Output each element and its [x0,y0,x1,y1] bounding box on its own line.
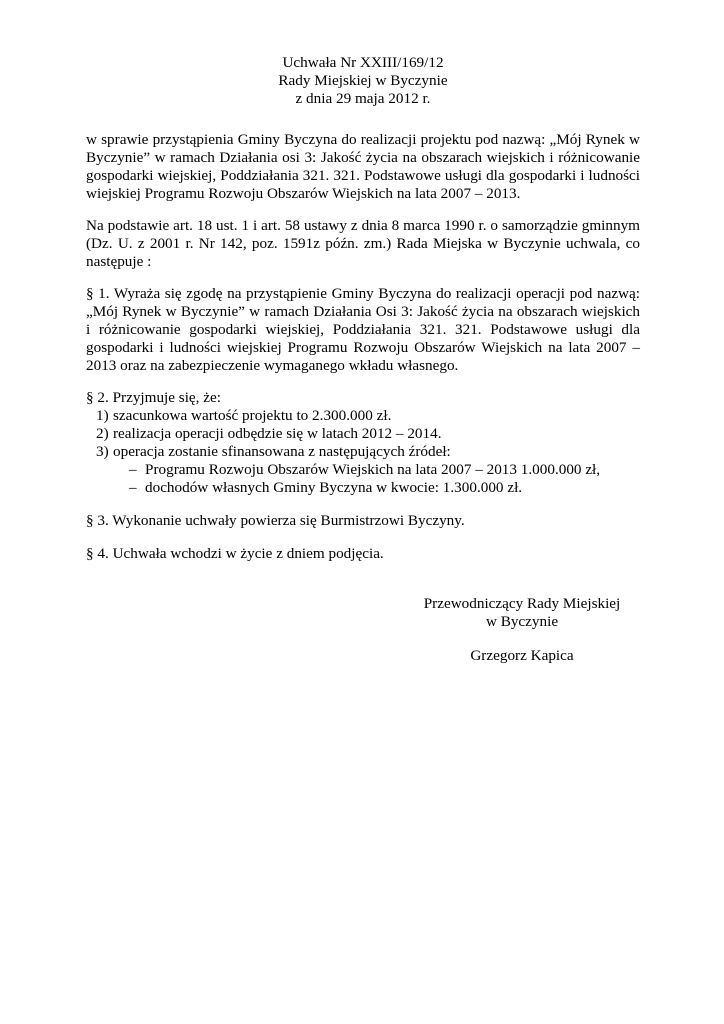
signature-block [418,595,626,665]
funding-source-text: Programu Rozwoju Obszarów Wiejskich na lata 2007 – 2013 1.000.000 zł, [145,461,601,478]
list-item-number: 2) [96,425,109,442]
legal-basis: Na podstawie art. 18 ust. 1 i art. 58 ustawy z dnia 8 marca 1990 r. o samorządzie gminnym (Dz. U. z 2001 r. Nr 142, poz. 1591z późn. zm.) Rada Miejska w Byczynie uchwala, co następuje : [86,217,640,270]
funding-sources-list [86,461,640,497]
document-body [86,54,640,563]
section-2-list [86,407,640,461]
section-4: § 4. Uchwała wchodzi w życie z dniem podjęcia. [86,545,384,562]
list-item [86,407,640,425]
section-1: § 1. Wyraża się zgodę na przystąpienie Gminy Byczyna do realizacji operacji pod nazwą: „Mój Rynek w Byczynie” w ramach Działania Osi 3: Jakość życia na obszarach wiejskich i różnicowanie gospodarki wiejskiej, Poddziałania 321. 321. Podstawowe usługi dla gospodarki i ludności wiejskiej Programu Rozwoju Obszarów Wiejskich na lata 2007 – 2013 oraz na zabezpieczenie wymaganego wkładu własnego. [86,285,640,374]
dash-bullet: – [129,461,137,478]
resolution-date: z dnia 29 maja 2012 r. [295,90,431,107]
signatory-council: w Byczynie [485,613,559,630]
list-item-text: realizacja operacji odbędzie się w latach 2012 – 2014. [113,425,442,442]
signatory-name: Grzegorz Kapica [470,647,574,664]
resolution-header [86,54,640,108]
funding-source-item [86,461,640,479]
funding-source-item [86,479,640,497]
signatory-title: Przewodniczący Rady Miejskiej [423,595,621,612]
dash-bullet: – [129,479,137,496]
list-item-text: operacja zostanie sfinansowana z następujących źródeł: [113,443,451,460]
list-item-number: 1) [96,407,109,424]
funding-source-text: dochodów własnych Gminy Byczyna w kwocie: 1.300.000 zł. [145,479,523,496]
section-2-intro: § 2. Przyjmuje się, że: [86,389,221,406]
list-item [86,443,640,461]
list-item-text: szacunkowa wartość projektu to 2.300.000 zł. [113,407,392,424]
section-3: § 3. Wykonanie uchwały powierza się Burmistrzowi Byczyny. [86,512,465,529]
section-2 [86,389,640,497]
list-item-number: 3) [96,443,109,460]
council-name: Rady Miejskiej w Byczynie [278,72,448,89]
resolution-subject: w sprawie przystąpienia Gminy Byczyna do realizacji projektu pod nazwą: „Mój Rynek w Byczynie” w ramach Działania osi 3: Jakość życia na obszarach wiejskich i różnicowanie gospodarki wiejskiej, Poddziałania 321. 321. Podstawowe usługi dla gospodarki i ludności wiejskiej Programu Rozwoju Obszarów Wiejskich na lata 2007 – 2013. [86,131,640,202]
list-item [86,425,640,443]
resolution-number: Uchwała Nr XXIII/169/12 [282,54,444,71]
